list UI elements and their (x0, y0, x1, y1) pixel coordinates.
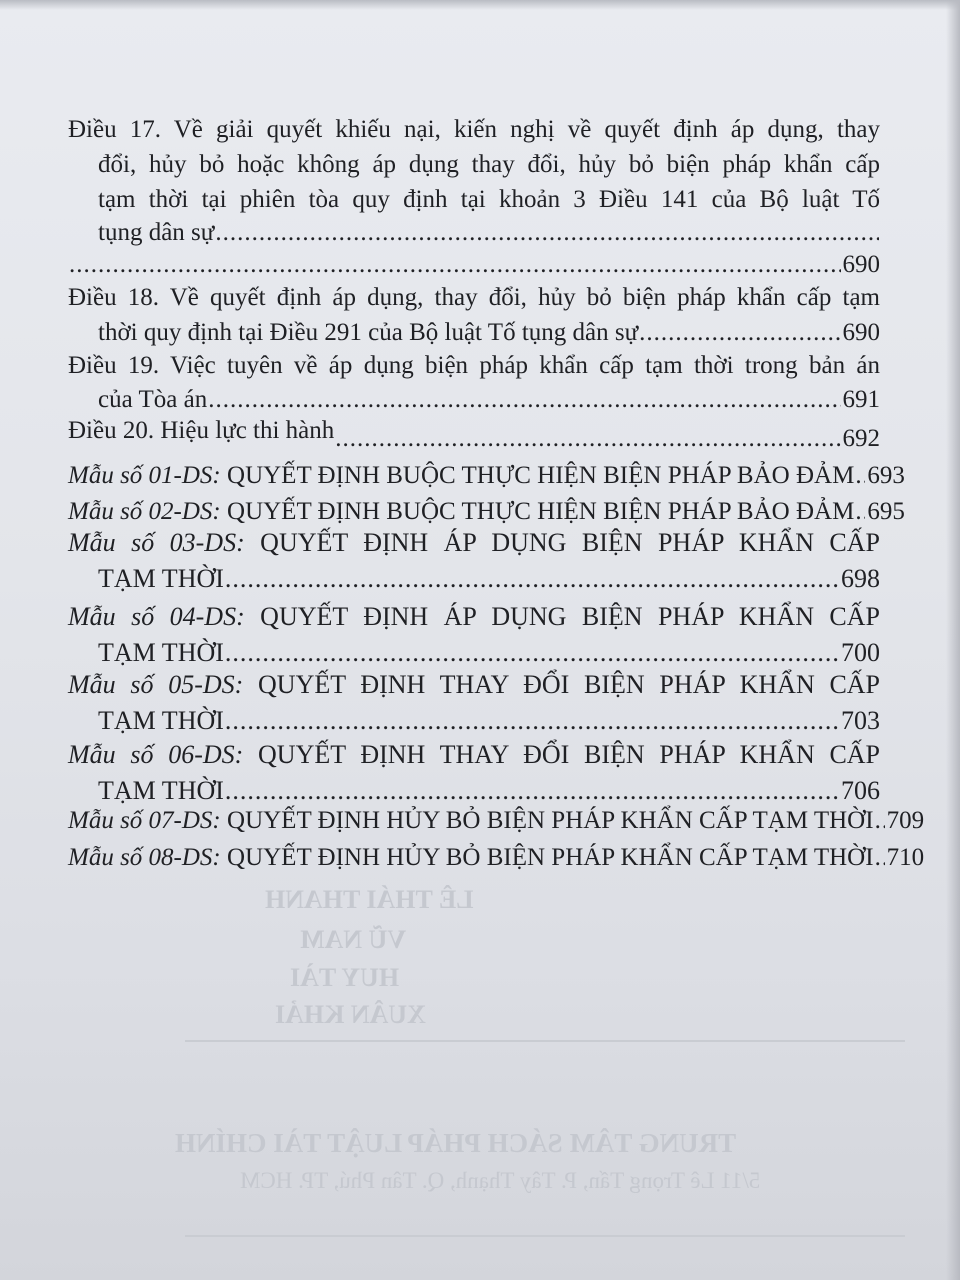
toc-entry-dieu-17-page-line (68, 250, 880, 280)
toc-entry-dieu-17-line-1 (68, 115, 880, 145)
form-title: QUYẾT ĐỊNH HỦY BỎ BIỆN PHÁP KHẨN CẤP TẠM THỜI (227, 807, 874, 834)
form-code: Mẫu số 08-DS: (68, 844, 221, 871)
toc-entry-dieu-17-line-3 (98, 185, 880, 215)
page-number: 695 (867, 498, 905, 525)
form-title: QUYẾT ĐỊNH BUỘC THỰC HIỆN BIỆN PHÁP BẢO ĐẢM (227, 498, 855, 525)
dot-leader (855, 497, 865, 527)
toc-entry-text (68, 670, 880, 700)
dot-leader (208, 385, 840, 415)
form-code: Mẫu số 02-DS: (68, 498, 221, 525)
show-through-text: HUY TÀI (290, 963, 400, 992)
dot-leader (875, 843, 885, 873)
form-title: QUYẾT ĐỊNH THAY ĐỔI BIỆN PHÁP KHẨN CẤP (258, 740, 881, 769)
toc-entry-text (68, 843, 874, 873)
toc-entry-text: Điều 17. Về giải quyết khiếu nại, kiến nghị về quyết định áp dụng, thay (68, 116, 880, 143)
dot-leader (225, 776, 839, 806)
toc-entry-m05-line-2 (98, 706, 880, 736)
toc-entry-text: tụng dân sự (98, 219, 215, 246)
toc-entry-text (68, 461, 854, 491)
page-number: 710 (886, 844, 925, 871)
toc-entry-dieu-18-line-2 (98, 318, 880, 348)
toc-entry-m06-line-1 (68, 740, 880, 770)
page-number: 709 (886, 807, 925, 834)
form-code: Mẫu số 07-DS: (68, 807, 221, 834)
page-number: 690 (842, 251, 880, 278)
toc-entry-text: Điều 18. Về quyết định áp dụng, thay đổi, hủy bỏ biện pháp khẩn cấp tạm (68, 284, 880, 311)
toc-entry-dieu-19-line-1 (68, 351, 880, 381)
form-code: Mẫu số 03-DS: (68, 528, 245, 557)
show-through-rule (185, 1235, 905, 1237)
toc-entry-dieu-20-line-1 (68, 417, 880, 454)
form-code: Mẫu số 04-DS: (68, 602, 245, 631)
toc-entry-m06-line-2 (98, 776, 880, 806)
show-through-text: TRUNG TÂM SÁCH PHÁP LUẬT TÀI CHÍNH (175, 1128, 737, 1158)
show-through-text: VŨ NAM (300, 925, 407, 954)
form-title-cont: TẠM THỜI (98, 638, 224, 667)
toc-entry-m03-line-1 (68, 528, 880, 558)
page-number: 693 (867, 462, 905, 489)
toc-entry-text: Điều 19. Việc tuyên về áp dụng biện pháp khẩn cấp tạm thời trong bản án (68, 352, 880, 379)
form-title-cont: TẠM THỜI (98, 564, 224, 593)
dot-leader (69, 250, 841, 280)
dot-leader (215, 218, 879, 248)
form-title: QUYẾT ĐỊNH ÁP DỤNG BIỆN PHÁP KHẨN CẤP (260, 528, 881, 557)
toc-entry-m03-line-2 (98, 564, 880, 594)
page-edge-right (946, 0, 960, 1280)
show-through-text: LÊ THÁI THANH (265, 885, 474, 914)
toc-entry-text (68, 602, 880, 632)
dot-leader (639, 318, 840, 348)
form-title-cont: TẠM THỜI (98, 776, 224, 805)
toc-entry-text (68, 806, 874, 836)
dot-leader (225, 706, 839, 736)
form-title: QUYẾT ĐỊNH ÁP DỤNG BIỆN PHÁP KHẨN CẤP (260, 602, 881, 631)
dot-leader (875, 806, 885, 836)
toc-entry-m05-line-1 (68, 670, 880, 700)
toc-entry-text: đổi, hủy bỏ hoặc không áp dụng thay đổi, hủy bỏ biện pháp khẩn cấp (98, 151, 880, 178)
toc-entry-text: của Tòa án (98, 386, 208, 413)
form-code: Mẫu số 01-DS: (68, 462, 221, 489)
page-number: 700 (841, 638, 880, 667)
dot-leader (855, 461, 865, 491)
form-title: QUYẾT ĐỊNH THAY ĐỔI BIỆN PHÁP KHẨN CẤP (258, 670, 881, 699)
toc-entry-dieu-19-line-2 (98, 385, 880, 415)
toc-entry-m07 (68, 806, 925, 836)
toc-entry-text: tạm thời tại phiên tòa quy định tại khoản 3 Điều 141 của Bộ luật Tố (98, 186, 880, 213)
toc-entry-text (68, 497, 854, 527)
page-number: 690 (842, 319, 880, 346)
toc-entry-text (68, 740, 880, 770)
form-title: QUYẾT ĐỊNH BUỘC THỰC HIỆN BIỆN PHÁP BẢO ĐẢM (227, 462, 855, 489)
toc-entry-m04-line-1 (68, 602, 880, 632)
dot-leader (225, 564, 839, 594)
toc-entry-dieu-17-line-2 (98, 150, 880, 180)
show-through-text: 5/11 Lê Trọng Tấn, P. Tây Thạnh, Q. Tân Phú, TP. HCM (240, 1168, 761, 1193)
dot-leader (335, 424, 840, 454)
page-number: 691 (842, 386, 880, 413)
form-title-cont: TẠM THỜI (98, 706, 224, 735)
dot-leader (225, 638, 839, 668)
form-code: Mẫu số 06-DS: (68, 740, 244, 769)
toc-entry-dieu-18-line-1 (68, 283, 880, 313)
toc-entry-text: Điều 20. Hiệu lực thi hành (68, 417, 335, 444)
page-number: 703 (841, 706, 880, 735)
form-title: QUYẾT ĐỊNH HỦY BỎ BIỆN PHÁP KHẨN CẤP TẠM THỜI (227, 844, 874, 871)
show-through-text: XUÂN KHẢI (275, 1000, 426, 1029)
show-through-rule (185, 1040, 905, 1042)
toc-entry-dieu-17-line-4 (98, 218, 880, 248)
page-edge-top (0, 0, 960, 10)
form-code: Mẫu số 05-DS: (68, 670, 244, 699)
toc-entry-text: thời quy định tại Điều 291 của Bộ luật Tố tụng dân sự (98, 319, 639, 346)
toc-entry-m04-line-2 (98, 638, 880, 668)
page-number: 706 (841, 776, 880, 805)
toc-entry-text (68, 528, 880, 558)
toc-entry-m08 (68, 843, 925, 873)
page-number: 692 (842, 425, 880, 452)
toc-entry-m02 (68, 497, 905, 527)
toc-entry-m01 (68, 461, 905, 491)
page-number: 698 (841, 564, 880, 593)
